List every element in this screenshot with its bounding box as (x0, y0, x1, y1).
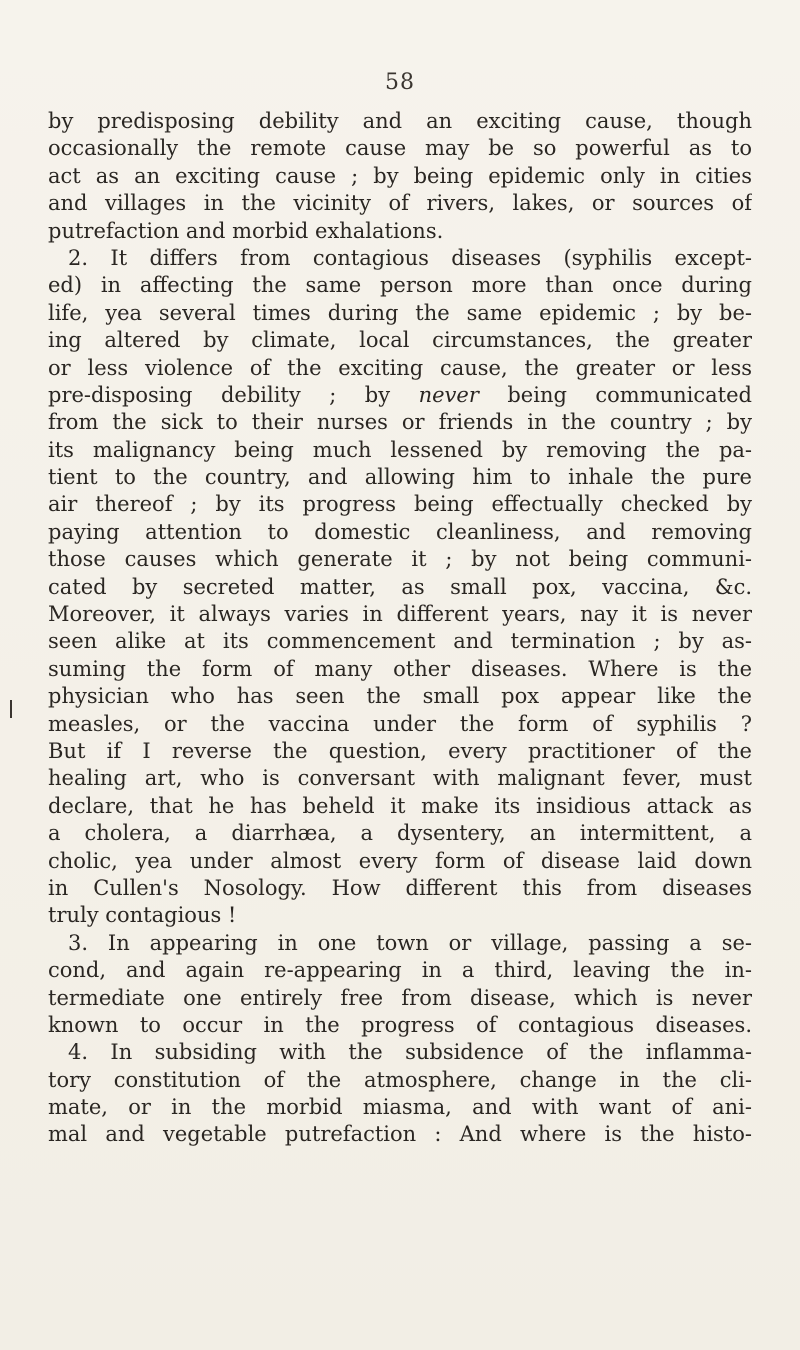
text-line: by predisposing debility and an exciting cause, though (48, 109, 752, 133)
text-line: 4. In subsiding with the subsidence of the inflamma- (68, 1040, 752, 1065)
text-line: in Cullen's Nosology. How different this from diseases (48, 875, 752, 900)
text-line: physician who has seen the small pox appear like the (48, 684, 752, 709)
text-line: ing altered by climate, local circumstances, the greater (48, 328, 752, 353)
text-line: ed) in affecting the same person more than once during (48, 273, 752, 298)
text-line: those causes which generate it ; by not being communi- (48, 547, 752, 572)
text-line: life, yea several times during the same epidemic ; by be- (48, 300, 752, 325)
text-line: paying attention to domestic cleanliness, and removing (48, 519, 752, 544)
page-number: 58 (385, 70, 415, 95)
text-line: termediate one entirely free from disease, which is never (48, 985, 752, 1010)
text-line: a cholera, a diarrhæa, a dysentery, an intermittent, a (48, 821, 752, 846)
text-line: act as an exciting cause ; by being epidemic only in cities (48, 163, 752, 188)
text-line: pre-disposing debility ; by never being communicated (48, 382, 752, 407)
emphasis-never: never (418, 382, 479, 407)
body-text (48, 108, 752, 1149)
text-line: known to occur in the progress of contagious diseases. (48, 1012, 752, 1037)
text-line: declare, that he has beheld it make its insidious attack as (48, 793, 752, 818)
text-line: air thereof ; by its progress being effectually checked by (48, 492, 752, 517)
text-line: cond, and again re-appearing in a third, leaving the in- (48, 958, 752, 983)
text-line: tory constitution of the atmosphere, change in the cli- (48, 1067, 752, 1092)
text-line: and villages in the vicinity of rivers, lakes, or sources of (48, 191, 752, 216)
text-line: 3. In appearing in one town or village, passing a se- (68, 930, 752, 955)
text-line: But if I reverse the question, every practitioner of the (48, 738, 752, 763)
text-line: truly contagious ! (48, 903, 237, 928)
text-line: occasionally the remote cause may be so powerful as to (48, 136, 752, 161)
text-line: mal and vegetable putrefaction : And where is the histo- (48, 1122, 752, 1147)
text-line: cholic, yea under almost every form of disease laid down (48, 848, 752, 873)
margin-mark (10, 700, 12, 718)
text-line: seen alike at its commencement and termination ; by as- (48, 629, 752, 654)
text-line: measles, or the vaccina under the form of syphilis ? (48, 711, 752, 736)
text-line: from the sick to their nurses or friends in the country ; by (48, 410, 752, 435)
text-line: its malignancy being much lessened by removing the pa- (48, 437, 752, 462)
text-line: healing art, who is conversant with malignant fever, must (48, 766, 752, 791)
text-line: Moreover, it always varies in different years, nay it is never (48, 602, 752, 627)
text-line: cated by secreted matter, as small pox, vaccina, &c. (48, 574, 752, 599)
text-line: mate, or in the morbid miasma, and with want of ani- (48, 1095, 752, 1120)
text-line: suming the form of many other diseases. Where is the (48, 656, 752, 681)
text-line: putrefaction and morbid exhalations. (48, 218, 444, 243)
text-line: or less violence of the exciting cause, the greater or less (48, 355, 752, 380)
text-line: 2. It differs from contagious diseases (syphilis except- (68, 245, 752, 270)
text-line: tient to the country, and allowing him to inhale the pure (48, 465, 752, 490)
